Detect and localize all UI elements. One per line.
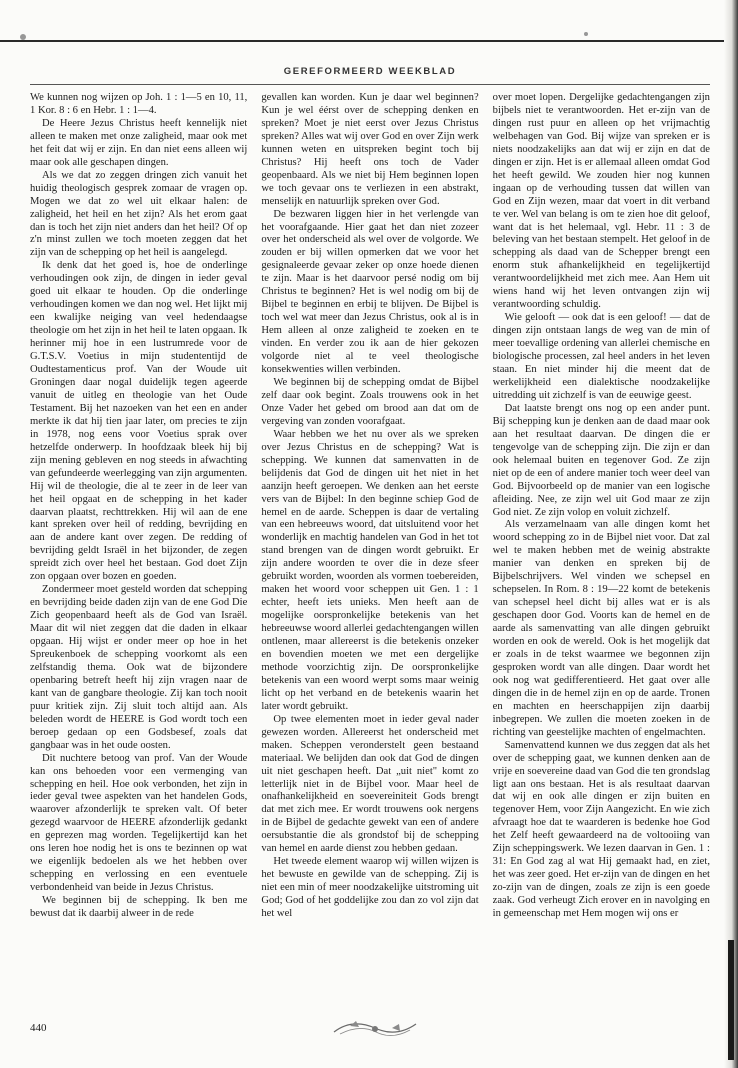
binding-shadow [728,940,734,1060]
column-3 [493,92,710,1012]
paragraph: Zondermeer moet gesteld worden dat schepping en bevrijding beide daden zijn van de ene God Die Zich geopenbaard heeft als de God van Israël. Maar dit wil niet zeggen dat die daden in elkaar opgaan. Hij wijst er onder meer op hoe in het Spreukenboek de schepping voorkomt als een zelfstandig thema. Ook wat de bijzondere openbaring betreft heeft hij zijn vragen naar de kant van de gangbare theologie. Zij kan toch nooit puur kritiek zijn. Zij sluit toch altijd aan. Als beleden wordt de HEERE is God wordt toch een beroep gedaan op een Godsbesef, zoals dat gangbaar was in het oude oosten. [30,584,248,751]
paragraph: Waar hebben we het nu over als we spreken over Jezus Christus en de schepping? Wat is schepping. We kunnen dat samenvatten in de belijdenis dat God de dingen uit het niet in het aanzijn heeft geroepen. We denken aan het eerste vers van de Bijbel: In den beginne schiep God de hemel en de aarde. Scheppen is daar de vertaling van een hebreeuws woord, dat uitsluitend voor het wonderlijk en machtig handelen van God in het tot stand brengen van de dingen wordt gebruikt. Er zijn andere woorden te over die in deze sfeer gebruikt worden, woorden als vormen toebereiden, maken het woord voor scheppen uit Gen. 1 : 1 echter, heeft iets unieks. Men heeft aan de mogelijke oorspronkelijke betekenis van het hebreeuwse woord allerlei gedachtengangen willen ontlenen, maar allereerst is die betekenis onzeker en bovendien moeten we met een dergelijke methode voorzichtig zijn. De oorspronkelijke betekenis van een woord werpt soms maar weinig licht op het verband en de betekenis waarin het later wordt gebruikt. [261,428,479,712]
paragraph: Dat laatste brengt ons nog op een ander punt. Bij schepping kun je denken aan de daad maar ook aan het resultaat daarvan. De dingen die er tengevolge van de schepping zijn. Die zijn er dan ook helemaal buiten en tegenover God. Ze zijn niet op de een of andere manier toch weer deel van God. Bijvoorbeeld op de manier van een logische afleiding. Nee, ze zijn wel uit God maar ze zijn God niet. Ze zijn volop en voluit zichzelf. [492,402,710,518]
scan-speck [584,32,588,36]
paragraph: Op twee elementen moet in ieder geval nader gewezen worden. Allereerst het onderscheid met maken. Scheppen veronderstelt geen bestaand materiaal. We belijden dan ook dat God de dingen uit niet geschapen heeft. Dat „uit niet" komt zo letterlijk niet in de Bijbel voor. Maar heel de onafhankelijkheid en soevereiniteit Gods brengt dat met zich mee. Er wordt trouwens ook nergens in de Bijbel de gedachte gewekt van een of andere oersubstantie die als grondstof bij de schepping van hemel en aarde dienst zou hebben gedaan. [261,713,479,855]
paragraph: We kunnen nog wijzen op Joh. 1 : 1—5 en 10, 11, 1 Kor. 8 : 6 en Hebr. 1 : 1—4. [30,92,248,116]
top-rule [0,40,738,42]
paragraph: Wie gelooft — ook dat is een geloof! — dat de dingen zijn ontstaan langs de weg van de min of meer toevallige ordening van allerlei chemische en biologische processen, zal heel anders in het leven staan. En niet minder hij die meent dat de werkelijkheid een dialektische noodzakelijke uitredding uit zichzelf is van de eeuwige geest. [492,312,710,401]
paragraph: De Heere Jezus Christus heeft kennelijk niet alleen te maken met onze zaligheid, maar ook met het feit dat wij er zijn. En dan niet eens alleen wij maar ook alle geschapen dingen. [30,117,248,168]
paragraph: De bezwaren liggen hier in het verlengde van het voorafgaande. Hier gaat het dan niet zozeer over het onderscheid als wel over de volgorde. We zouden er bij willen opmerken dat we voor het gesignaleerde gevaar zeker op onze hoede dienen te zijn. Maar is het daarvoor persé nodig om bij Christus te beginnen? Het is wel nodig om bij de Bijbel te beginnen en erbij te blijven. De Bijbel is toch wel wat meer dan Jezus Christus, ook al is in Hem alleen al onze zaligheid te zoeken en te vinden. En verder zou ik aan de hier gekozen volgorde niet al te veel theologische konsekwenties willen verbinden. [261,208,479,376]
paragraph: gevallen kan worden. Kun je daar wel beginnen? Kun je wel éérst over de schepping denken en spreken? Moet je niet eerst over Jezus Christus spreken? Alles wat wij over God en over Zijn werk kunnen weten en uitspreken begint toch bij Christus? Hij heeft ons toch de Vader geopenbaard. Als we niet bij Hem beginnen lopen we toch gevaar ons te verliezen in een abstrakt, menselijk en natuurlijk spreken over God. [261,92,479,207]
article-body [30,92,710,1012]
column-2 [261,92,478,1012]
masthead-rule [30,84,710,85]
paragraph: over moet lopen. Dergelijke gedachtengangen zijn bijbels niet te verantwoorden. Het er-zijn van de dingen rust puur en alleen op het vrijmachtig welbehagen van God. Bij wijze van spreken er is niets noodzakelijks aan dat wij er zijn en dat de dingen er zijn. Het is er allemaal alleen omdat God het heeft gewild. We zouden hier nog kunnen ingaan op de verhouding tussen dat willen van God en Zijn wezen, maar dat voert in dit verband te ver. Wel van belang is om te zien hoe dit geloof, want dat is het helemaal, vgl. Hebr. 11 : 3 de beleving van het bestaan stempelt. Het geloof in de schepping als daad van de Schepper brengt een enorm stuk afhankelijkheid en tegelijkertijd verantwoordelijkheid met zich mee. Aan Hem uit wiens hand wij het leven ontvangen zijn wij verantwoording schuldig. [492,92,710,311]
ornament-icon [330,1014,420,1040]
page-number: 440 [30,1022,47,1034]
paragraph: Dit nuchtere betoog van prof. Van der Woude kan ons behoeden voor een vermenging van schepping en heil. Hoe ook verbonden, het zijn in ieder geval twee aspekten van het handelen Gods, waarover afzonderlijk te spreken valt. Of beter gezegd waarvoor de HEERE afzonderlijk gedankt en geprezen mag worden. Tegelijkertijd kan het ons leren hoe nodig het is ons te bezinnen op wat we eigenlijk bedoelen als we het hebben over schepping en verlossing en een eventuele verbondenheid van beide in Jezus Christus. [30,752,248,894]
paragraph: Ik denk dat het goed is, hoe de onderlinge verhoudingen ook zijn, de dingen in ieder geval goed uit elkaar te houden. Op die onderlinge verhoudingen komen we dan nog wel. Het lijkt mij een kwalijke neiging van veel hedendaagse theologie om het zijn in het heil te laten opgaan. Ik herinner mij hoe in een lustrumrede voor de G.T.S.V. Voetius in mijn studententijd de Oudtestamenticus prof. Van der Woude uit Groningen daar nogal duidelijk tegen ageerde vanuit de uitleg en theologie van het Oude Testament. Bij het nazoeken van het een en ander merkte ik dat hij tien jaar later, om precies te zijn in 1978, nog eens voor Voetius sprak over hetzelfde onderwerp. In hoofdzaak bleek hij bij zijn mening gebleven en nog steeds in afwachting van gefundeerde weerlegging van zijn argumenten. Hij wil de theologie, die al te zeer in de leer van het heil opgaat en de schepping in het kader daarvan plaatst, rechttrekken. Hij wil aan de ene kant spreken over heil of redding, bevrijding en aan de andere kant over zegen. De redding of bevrijding geldt Israël in het bijzonder, de zegen spreidt zich over heel het bestaan. God doet Zijn zon opgaan over bozen en goeden. [30,260,248,583]
paragraph: We beginnen bij de schepping. Ik ben me bewust dat ik daarbij alweer in de rede [30,895,248,920]
column-1 [30,92,247,1012]
paragraph: Als verzamelnaam van alle dingen komt het woord schepping zo in de Bijbel niet voor. Dat zal wel te maken hebben met de weinig abstrakte manier van denken en spreken bij de Bijbelschrijvers. Wel vinden we schepsel en schepselen. In Rom. 8 : 19—22 komt de betekenis van schepsel heel dicht bij alles wat er is als geschapen door God. Voorts kan de hemel en de aarde als samenvatting van alle dingen gebruikt worden en ook de wereld. Ook is het mogelijk dat er zoals in de tekst waarmee we begonnen zijn gesproken wordt van alle dingen. Daar wordt het ook nog wat gedifferentieerd. Het gaat over alle dingen die in de hemel zijn en op de aarde. Tronen en machten en heerschappijen zijn daarbij inbegrepen. We zullen die moeten zoeken in de richting van geestelijke machten of engelmachten. [492,519,710,738]
masthead: GEREFORMEERD WEEKBLAD [283,66,457,77]
scan-edge [724,0,738,1068]
paragraph: Het tweede element waarop wij willen wijzen is het bewuste en gewilde van de schepping. Zij is niet een min of meer noodzakelijke uitstroming uit God; God of het goddelijke zou dan zo vol zijn dat het wel [261,856,479,920]
paragraph: We beginnen bij de schepping omdat de Bijbel zelf daar ook begint. Zoals trouwens ook in het Onze Vader het gebed om brood aan dat om de vergeving van zonden voorafgaat. [261,376,479,427]
scan-speck [20,34,26,40]
paragraph: Als we dat zo zeggen dringen zich vanuit het huidig theologisch gesprek zomaar de vragen op. Mogen we dat zo wel uit elkaar halen: de zaligheid, het heil en het zijn? Als het erom gaat dan is toch het zijn niet anders dan het heil? Of op z'n minst zullen we toch moeten zeggen dat het zijn van de schepping op het heil is aangelegd. [30,169,248,259]
paragraph: Samenvattend kunnen we dus zeggen dat als het over de schepping gaat, we kunnen denken aan de vrije en soevereine daad van God die ten grondslag ligt aan ons bestaan. Het is als resultaat daarvan dat wij en ook alle dingen er zijn buiten en tegenover Hem, voor Zijn Aangezicht. En wie zich afvraagt hoe dat te waarderen is bedenke hoe God het Zelf heeft gewaardeerd na de voltooiing van Zijn scheppingswerk. We lezen daarvan in Gen. 1 : 31: En God zag al wat Hij gemaakt had, en ziet, het was zeer goed. Het er-zijn van de dingen en het zo-zijn van de dingen, zoals ze zijn is een goede zaak. God verheugt Zich erover en in navolging en in gemeenschap met Hem mogen wij ons er [492,739,710,920]
